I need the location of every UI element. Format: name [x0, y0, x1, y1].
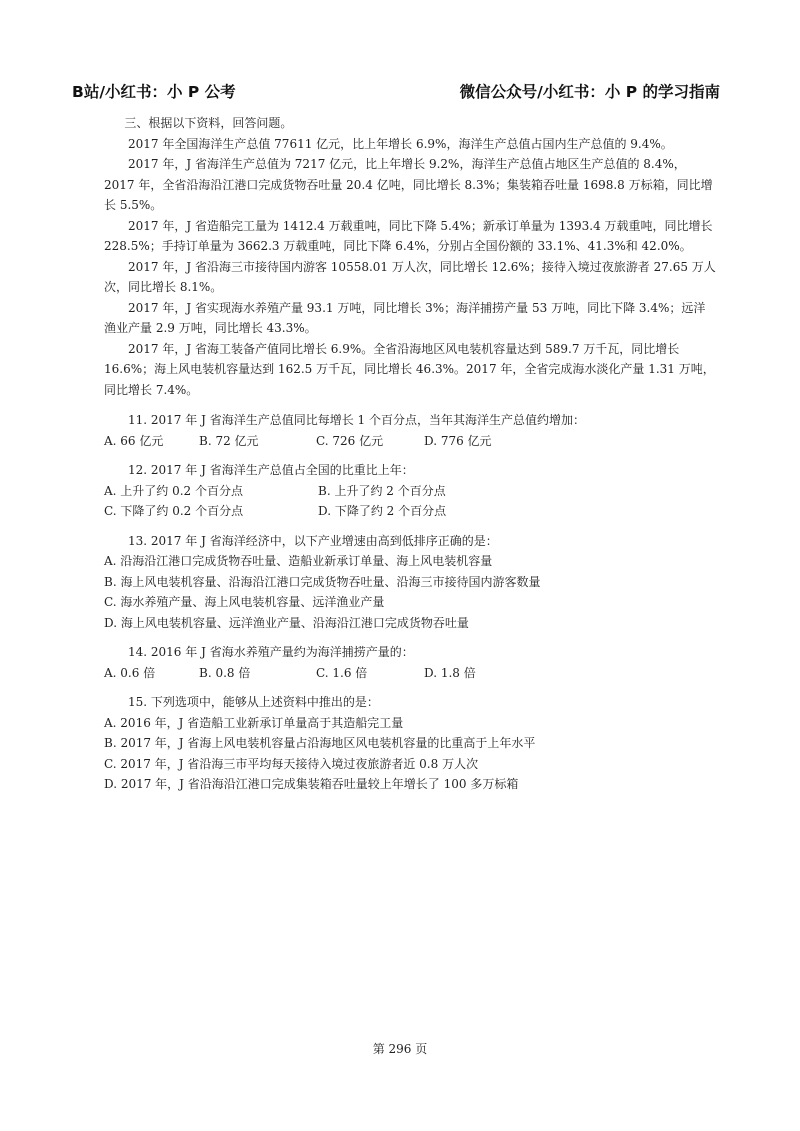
answer-option[interactable]: B. 海上风电装机容量、沿海沿江港口完成货物吞吐量、沿海三市接待国内游客数量 [104, 574, 541, 589]
answer-option[interactable]: B. 72 亿元 [199, 433, 259, 448]
question-block [104, 460, 716, 522]
answer-option[interactable]: A. 66 亿元 [104, 433, 164, 448]
answer-option[interactable]: D. 2017 年，J 省沿海沿江港口完成集装箱吞吐量较上年增长了 100 多万标箱 [104, 777, 519, 791]
page-header [72, 80, 720, 102]
material-paragraph: 2017 年，J 省海工装备产值同比增长 6.9%。全省沿海地区风电装机容量达到 589.7 万千瓦，同比增长 16.6%；海上风电装机容量达到 162.5 万千瓦，同比增长 46.3%。2017 年，全省完成海水淡化产量 1.31 万吨，同比增长 7.4%。 [104, 341, 715, 397]
answer-option[interactable]: B. 0.8 倍 [199, 665, 251, 680]
question-block [104, 531, 716, 634]
question-stem: 15. 下列选项中，能够从上述资料中推出的是： [128, 695, 379, 709]
page-number: 第 296 页 [372, 1042, 428, 1056]
question-stem: 14. 2016 年 J 省海水养殖产量约为海洋捕捞产量的： [128, 645, 414, 659]
material-title: 三、根据以下资料，回答问题。 [124, 116, 293, 130]
question-block [104, 410, 716, 451]
answer-options [104, 551, 716, 633]
answer-option[interactable]: D. 1.8 倍 [424, 665, 476, 680]
question-list [104, 410, 716, 795]
answer-options [104, 431, 716, 452]
answer-option[interactable]: A. 上升了约 0.2 个百分点 [104, 483, 244, 498]
question-stem: 11. 2017 年 J 省海洋生产总值同比每增长 1 个百分点，当年其海洋生产总值约增加： [128, 413, 585, 427]
answer-option[interactable]: B. 上升了约 2 个百分点 [318, 483, 446, 498]
question-stem: 13. 2017 年 J 省海洋经济中，以下产业增速由高到低排序正确的是： [128, 533, 498, 548]
answer-options [104, 663, 716, 684]
answer-options [104, 713, 716, 795]
answer-options [104, 481, 716, 522]
answer-option[interactable]: C. 2017 年，J 省沿海三市平均每天接待入境过夜旅游者近 0.8 万人次 [104, 756, 479, 771]
answer-option[interactable]: C. 下降了约 0.2 个百分点 [104, 504, 244, 518]
answer-option[interactable]: D. 海上风电装机容量、远洋渔业产量、沿海沿江港口完成货物吞吐量 [104, 615, 469, 630]
answer-option[interactable]: D. 下降了约 2 个百分点 [318, 504, 447, 518]
question-block [104, 642, 716, 683]
answer-option[interactable]: A. 0.6 倍 [104, 665, 156, 680]
answer-option[interactable]: A. 沿海沿江港口完成货物吞吐量、造船业新承订单量、海上风电装机容量 [104, 554, 493, 568]
material-paragraph: 2017 年，J 省海洋生产总值为 7217 亿元，比上年增长 9.2%，海洋生产总值占地区生产总值的 8.4%，2017 年，全省沿海沿江港口完成货物吞吐量 20.4 亿吨，同比增长 8.3%；集装箱吞吐量 1698.8 万标箱，同比增长 5.5%。 [104, 157, 713, 212]
answer-option[interactable]: C. 1.6 倍 [316, 665, 368, 680]
answer-option[interactable]: C. 726 亿元 [316, 433, 384, 448]
answer-option[interactable]: C. 海水养殖产量、海上风电装机容量、远洋渔业产量 [104, 595, 385, 609]
answer-option[interactable]: A. 2016 年，J 省造船工业新承订单量高于其造船完工量 [104, 715, 404, 730]
header-left-text: B站/小红书：小 P 公考 [72, 83, 236, 101]
question-block [104, 692, 716, 795]
question-stem: 12. 2017 年 J 省海洋生产总值占全国的比重比上年： [128, 463, 414, 477]
answer-option[interactable]: B. 2017 年，J 省海上风电装机容量占沿海地区风电装机容量的比重高于上年水平 [104, 736, 536, 750]
material-paragraph: 2017 年全国海洋生产总值 77611 亿元，比上年增长 6.9%，海洋生产总值占国内生产总值的 9.4%。 [128, 136, 673, 151]
header-right-text: 微信公众号/小红书：小 P 的学习指南 [459, 83, 720, 101]
material-paragraph: 2017 年，J 省实现海水养殖产量 93.1 万吨，同比增长 3%；海洋捕捞产量 53 万吨，同比下降 3.4%；远洋渔业产量 2.9 万吨，同比增长 43.3%。 [104, 300, 706, 335]
material-paragraph: 2017 年，J 省沿海三市接待国内游客 10558.01 万人次，同比增长 12.6%；接待入境过夜旅游者 27.65 万人次，同比增长 8.1%。 [104, 259, 716, 294]
page-content [104, 113, 716, 795]
answer-option[interactable]: D. 776 亿元 [424, 433, 492, 448]
material-paragraph: 2017 年，J 省造船完工量为 1412.4 万载重吨，同比下降 5.4%；新承订单量为 1393.4 万载重吨，同比增长 228.5%；手持订单量为 3662.3 万载重吨，同比下降 6.4%，分别占全国份额的 33.1%、41.3%和 42.0%。 [104, 218, 713, 253]
